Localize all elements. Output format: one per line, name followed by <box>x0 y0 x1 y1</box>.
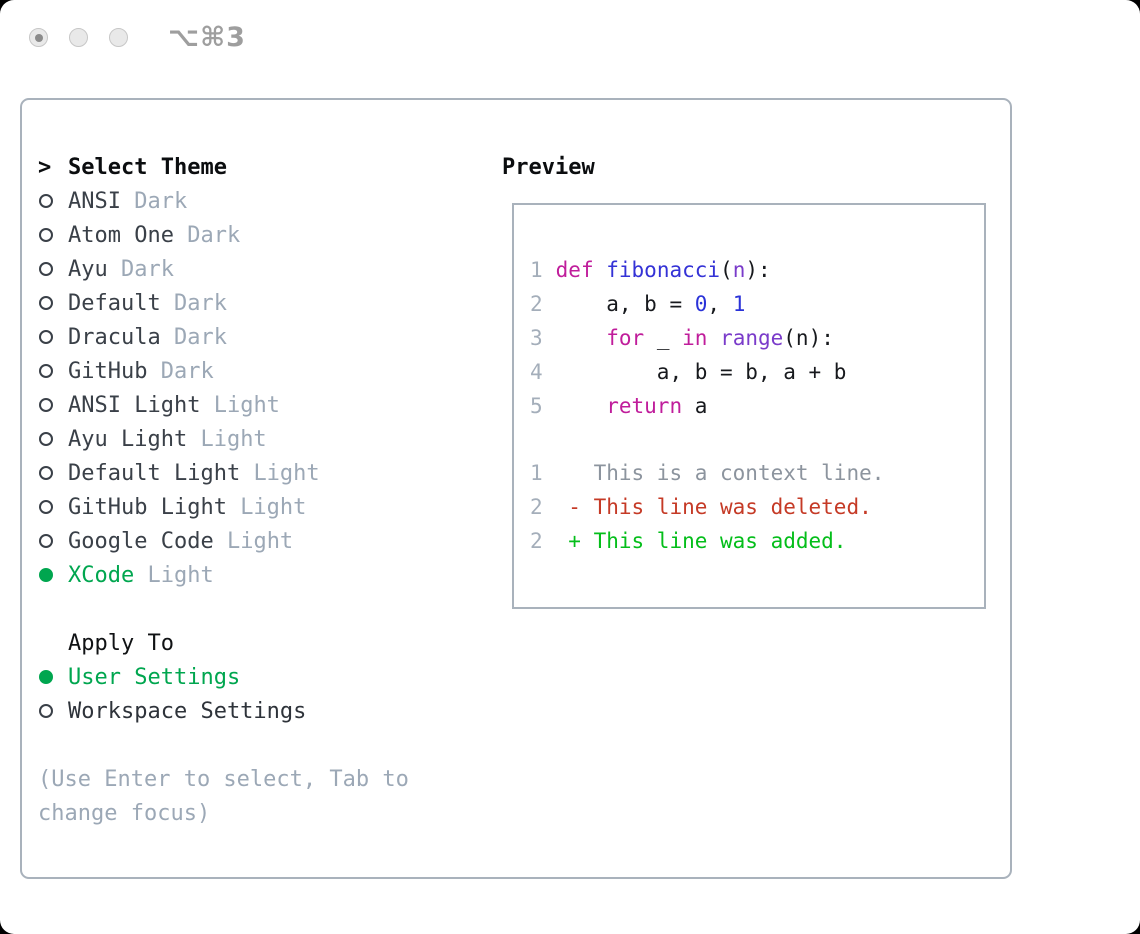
radio-marker <box>38 534 68 548</box>
radio-unselected-icon <box>39 534 53 548</box>
caret-icon: > <box>38 154 52 180</box>
theme-list <box>38 150 478 830</box>
radio-marker <box>38 670 68 684</box>
code-token: ( <box>720 258 733 282</box>
preview-box <box>512 203 986 609</box>
radio-unselected-icon <box>39 466 53 480</box>
theme-name: Google Code <box>68 528 227 554</box>
diff-text: This is a context line. <box>555 461 885 485</box>
traffic-lights <box>29 28 128 47</box>
theme-variant: Light <box>213 392 280 418</box>
hint-line: (Use Enter to select, Tab to <box>38 766 409 792</box>
theme-option-default-light[interactable] <box>38 456 478 490</box>
code-token <box>556 326 607 350</box>
code-line <box>530 287 984 321</box>
code-token: 1 <box>732 292 746 316</box>
code-token: , <box>707 292 733 316</box>
code-token: _ <box>644 326 683 350</box>
theme-name: Atom One <box>68 222 188 248</box>
radio-marker <box>38 330 68 344</box>
code-token: a <box>682 394 708 418</box>
theme-option-ansi-light[interactable] <box>38 388 478 422</box>
spacer <box>38 728 478 762</box>
theme-option-ayu[interactable] <box>38 252 478 286</box>
theme-name: GitHub Light <box>68 494 241 520</box>
radio-marker <box>38 500 68 514</box>
theme-option-atom-one[interactable] <box>38 218 478 252</box>
code-token: (n): <box>783 326 834 350</box>
select-theme-header-row <box>38 150 478 184</box>
theme-variant: Light <box>240 494 307 520</box>
theme-name: Ayu <box>68 256 121 282</box>
line-number: 1 <box>530 258 543 282</box>
radio-unselected-icon <box>39 500 53 514</box>
theme-option-ayu-light[interactable] <box>38 422 478 456</box>
theme-variant: Light <box>226 528 294 554</box>
line-number: 5 <box>530 394 543 418</box>
code-token: return <box>606 394 683 418</box>
line-number: 2 <box>530 292 543 316</box>
line-number: 2 <box>530 495 543 519</box>
code-line <box>530 355 984 389</box>
code-token: in <box>682 326 708 350</box>
radio-unselected-icon <box>39 262 53 276</box>
theme-name: Dracula <box>68 324 174 350</box>
line-number: 3 <box>530 326 543 350</box>
hint-text <box>38 762 478 796</box>
theme-variant: Light <box>200 426 267 452</box>
traffic-light-zoom[interactable] <box>109 28 128 47</box>
code-token <box>594 258 607 282</box>
code-token: a, b = b, a + b <box>555 360 847 384</box>
radio-marker <box>38 568 68 582</box>
code-token: 0 <box>694 292 708 316</box>
code-line <box>530 321 984 355</box>
theme-variant: Dark <box>173 290 227 316</box>
line-number: 1 <box>530 461 543 485</box>
radio-unselected-icon <box>39 704 53 718</box>
theme-name: XCode <box>68 562 148 588</box>
code-preview <box>514 205 984 558</box>
line-number: 4 <box>530 360 543 384</box>
apply-to-title: Apply To <box>68 630 174 656</box>
theme-variant: Dark <box>160 358 214 384</box>
traffic-light-close[interactable] <box>29 28 48 47</box>
apply-option-workspace-settings[interactable] <box>38 694 478 728</box>
traffic-light-minimize[interactable] <box>69 28 88 47</box>
radio-unselected-icon <box>39 398 53 412</box>
theme-variant: Light <box>253 460 320 486</box>
apply-to-header-row <box>38 626 478 660</box>
code-line <box>530 389 984 423</box>
theme-option-google-code[interactable] <box>38 524 478 558</box>
code-token: ): <box>745 258 771 282</box>
theme-option-github[interactable] <box>38 354 478 388</box>
code-token: n <box>732 258 746 282</box>
radio-marker <box>38 398 68 412</box>
code-token: a, b = <box>555 292 695 316</box>
radio-unselected-icon <box>39 364 53 378</box>
diff-line-deleted <box>530 490 984 524</box>
preview-title: Preview <box>502 154 595 180</box>
spacer <box>530 423 984 456</box>
theme-picker-panel <box>20 98 1012 879</box>
theme-name: ANSI <box>68 188 135 214</box>
radio-unselected-icon <box>39 330 53 344</box>
radio-unselected-icon <box>39 228 53 242</box>
radio-selected-icon <box>39 670 53 684</box>
diff-text: + This line was added. <box>555 529 847 553</box>
theme-option-github-light[interactable] <box>38 490 478 524</box>
radio-marker <box>38 228 68 242</box>
radio-unselected-icon <box>39 296 53 310</box>
theme-variant: Dark <box>134 188 188 214</box>
spacer <box>38 592 478 626</box>
diff-line-context <box>530 456 984 490</box>
theme-option-xcode[interactable] <box>38 558 478 592</box>
select-theme-title: Select Theme <box>68 154 227 180</box>
diff-text: - This line was deleted. <box>555 495 872 519</box>
titlebar <box>0 0 1140 60</box>
apply-option-user-settings[interactable] <box>38 660 478 694</box>
radio-marker <box>38 466 68 480</box>
code-token <box>707 326 720 350</box>
theme-name: Default <box>68 290 174 316</box>
radio-unselected-icon <box>39 194 53 208</box>
header-caret <box>38 155 68 180</box>
apply-option-label: Workspace Settings <box>68 698 307 724</box>
code-token <box>556 394 607 418</box>
theme-option-dracula[interactable] <box>38 320 478 354</box>
code-token: range <box>720 326 784 350</box>
hint-line: change focus) <box>38 800 211 826</box>
code-token: def <box>555 258 594 282</box>
hint-text <box>38 796 478 830</box>
theme-name: Ayu Light <box>68 426 201 452</box>
theme-variant: Light <box>147 562 214 588</box>
radio-marker <box>38 704 68 718</box>
radio-marker <box>38 364 68 378</box>
theme-variant: Dark <box>120 256 174 282</box>
theme-variant: Dark <box>187 222 241 248</box>
radio-marker <box>38 432 68 446</box>
keyboard-shortcut-label: ⌥⌘3 <box>168 22 246 53</box>
theme-option-default[interactable] <box>38 286 478 320</box>
radio-marker <box>38 262 68 276</box>
theme-name: ANSI Light <box>68 392 214 418</box>
diff-line-added <box>530 524 984 558</box>
theme-option-ansi[interactable] <box>38 184 478 218</box>
radio-marker <box>38 296 68 310</box>
theme-name: Default Light <box>68 460 254 486</box>
theme-variant: Dark <box>173 324 227 350</box>
traffic-light-dot-icon <box>35 34 43 42</box>
code-token: for <box>606 326 645 350</box>
radio-selected-icon <box>39 568 53 582</box>
code-line <box>530 253 984 287</box>
theme-name: GitHub <box>68 358 161 384</box>
apply-option-label: User Settings <box>68 664 241 690</box>
radio-marker <box>38 194 68 208</box>
radio-unselected-icon <box>39 432 53 446</box>
line-number: 2 <box>530 529 543 553</box>
code-token: fibonacci <box>606 258 721 282</box>
